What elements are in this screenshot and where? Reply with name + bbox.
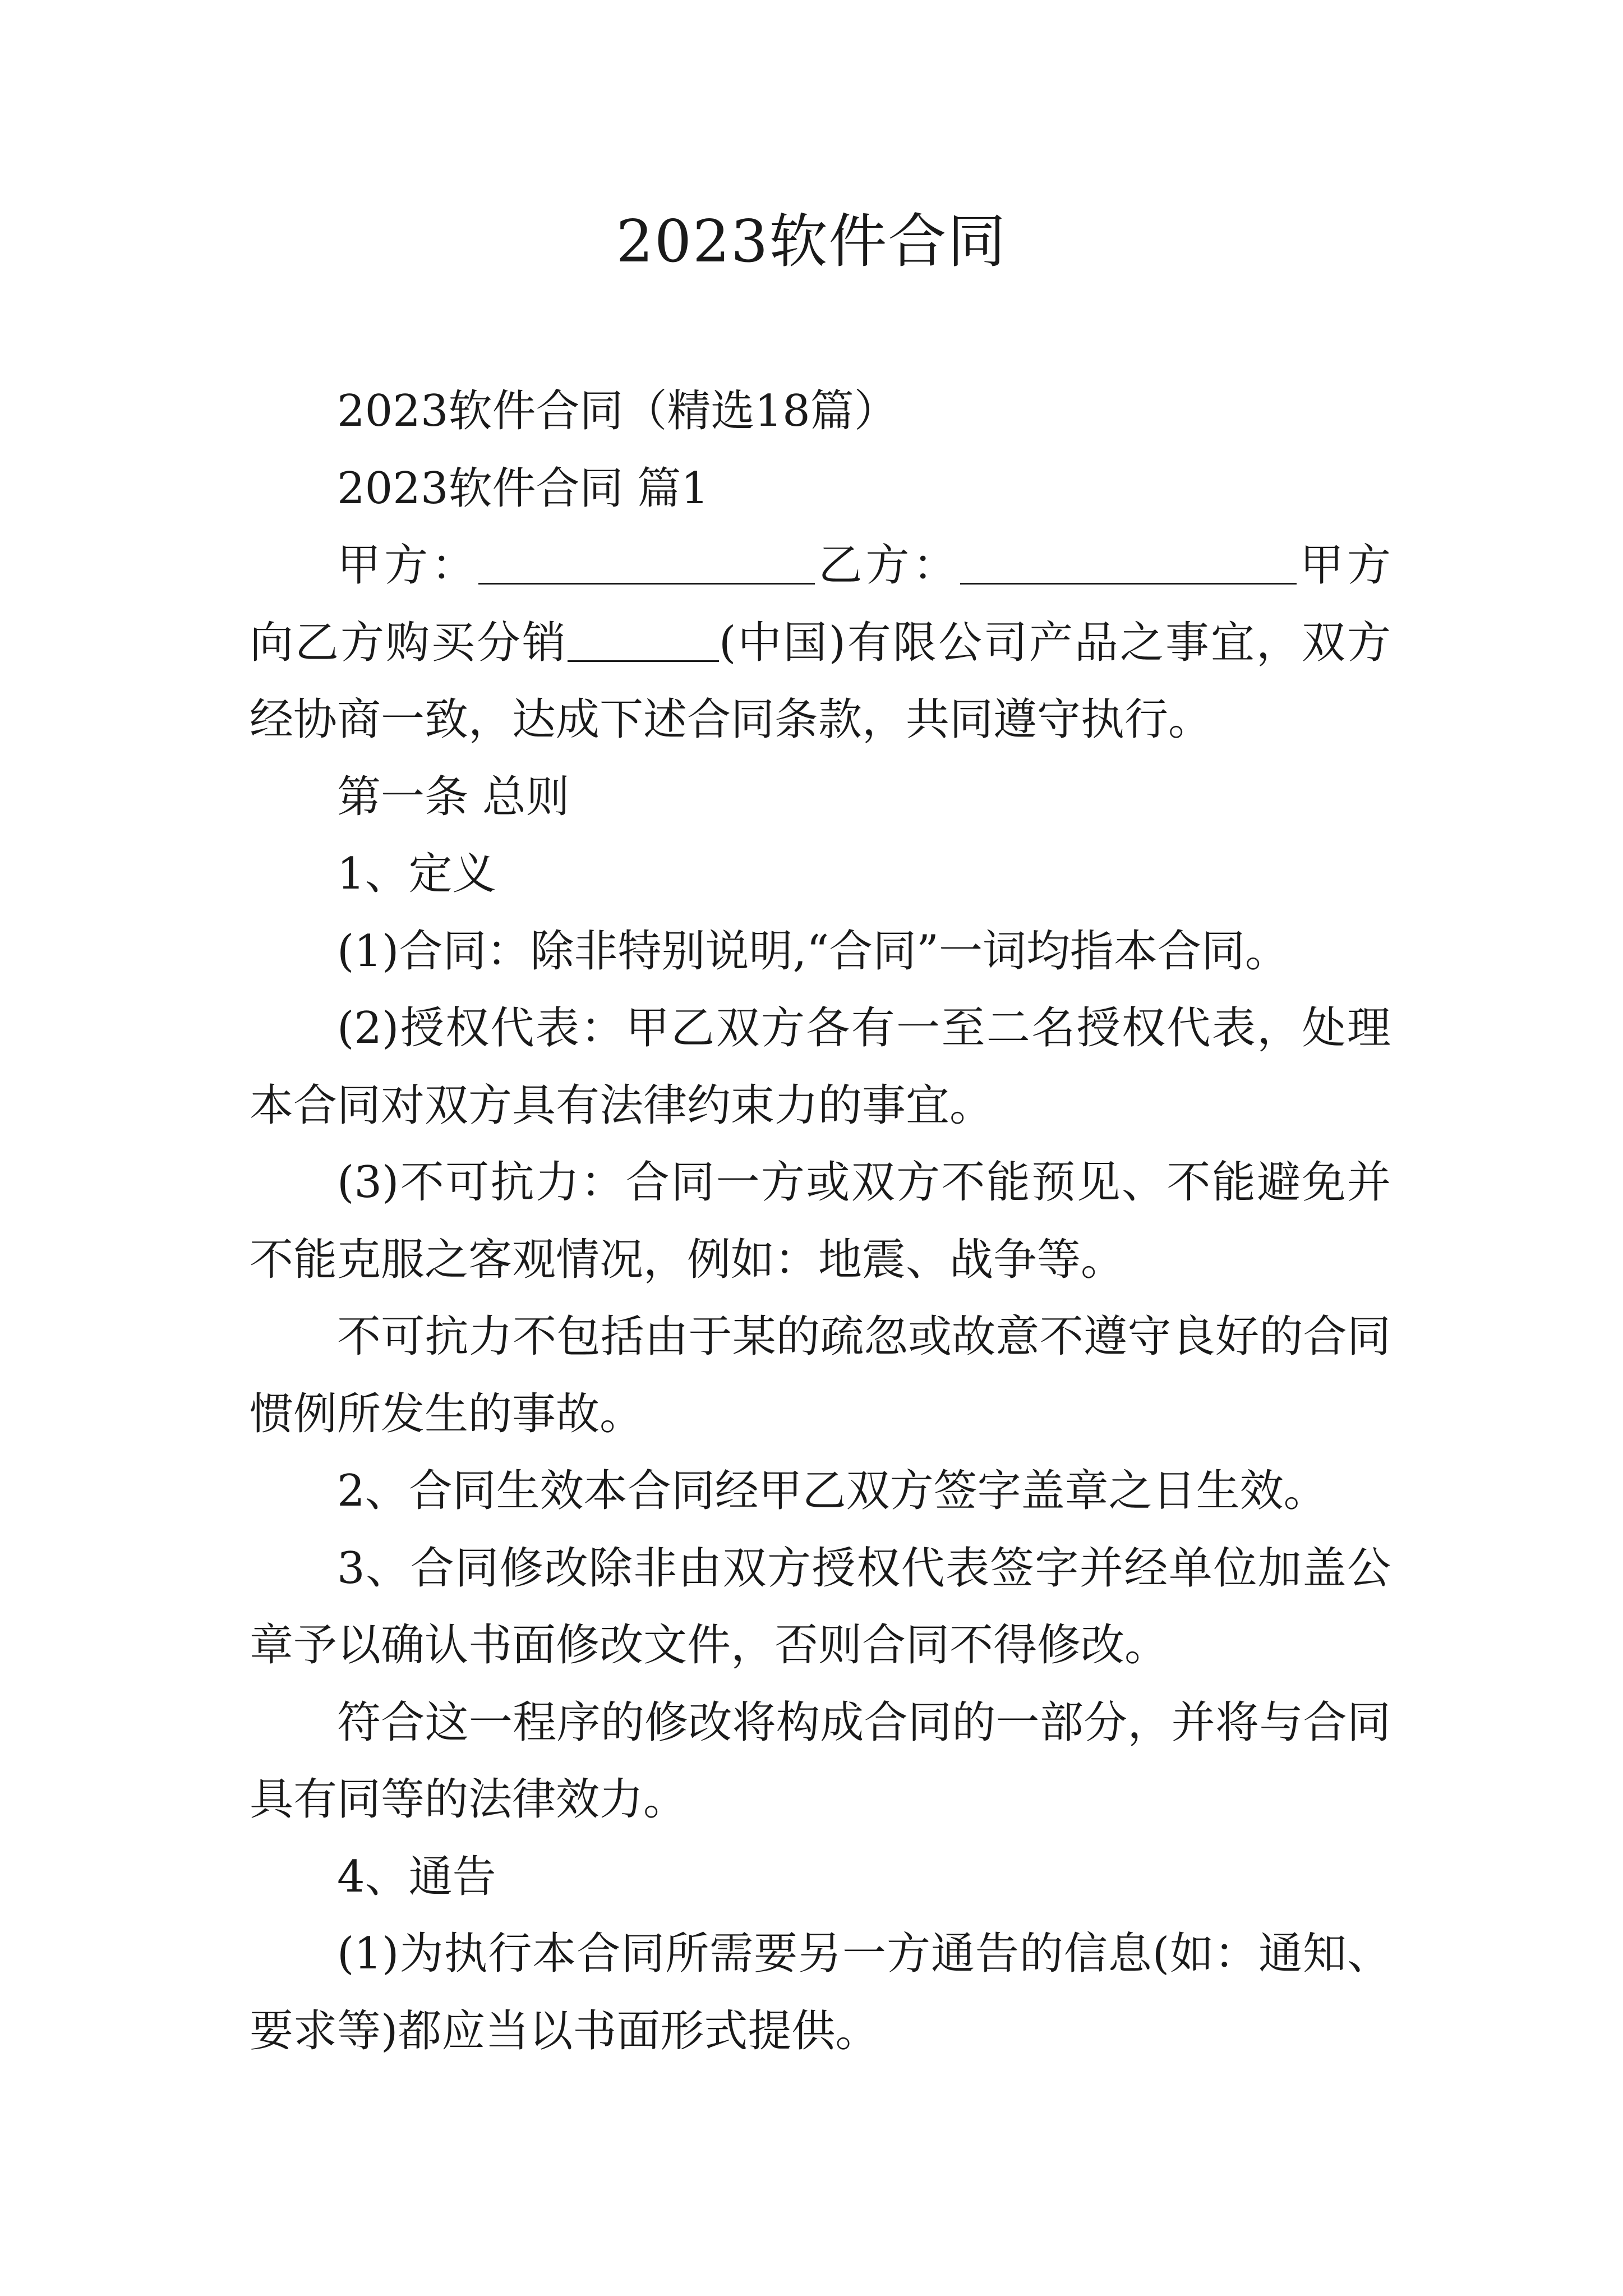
parties-text-2: (中国)有限公司产品之事宜，双方经协商一致，达成下述合同条款，共同遵守执行。 [250, 617, 1391, 745]
parties-text-1: 甲方向乙方购买分销 [250, 540, 1391, 668]
party-b-label: 乙方： [815, 540, 960, 591]
party-b-blank [960, 532, 1297, 585]
document-body [250, 373, 1391, 2070]
paragraph-amendment-effect: 符合这一程序的修改将构成合同的一部分，并将与合同具有同等的法律效力。 [250, 1697, 1391, 1825]
paragraph-subtitle: 2023软件合同（精选18篇） [337, 386, 898, 436]
paragraph-effectiveness: 2、合同生效本合同经甲乙双方签字盖章之日生效。 [337, 1466, 1327, 1516]
paragraph-parties [250, 527, 1391, 759]
party-a-label: 甲方： [337, 540, 479, 591]
paragraph-amendment: 3、合同修改除非由双方授权代表签字并经单位加盖公章予以确认书面修改文件，否则合同不得修改。 [250, 1543, 1391, 1671]
paragraph-def-representative: (2)授权代表：甲乙双方各有一至二名授权代表，处理本合同对双方具有法律约束力的事宜。 [250, 1003, 1391, 1131]
company-blank [568, 610, 719, 662]
paragraph-section-heading: 2023软件合同 篇1 [337, 463, 709, 514]
paragraph-article-1: 第一条 总则 [337, 771, 570, 822]
document-title: 2023软件合同 [616, 207, 1007, 275]
party-a-blank [478, 532, 815, 585]
paragraph-force-majeure-exclusion: 不可抗力不包括由于某的疏忽或故意不遵守良好的合同惯例所发生的事故。 [250, 1312, 1391, 1439]
paragraph-def-contract: (1)合同：除非特别说明,“合同”一词均指本合同。 [337, 926, 1289, 977]
paragraph-notice-1: (1)为执行本合同所需要另一方通告的信息(如：通知、要求等)都应当以书面形式提供。 [250, 1929, 1391, 2056]
paragraph-def-force-majeure: (3)不可抗力：合同一方或双方不能预见、不能避免并不能克服之客观情况，例如：地震、战争等。 [250, 1157, 1391, 1285]
paragraph-definition: 1、定义 [337, 849, 496, 899]
paragraph-notice-heading: 4、通告 [337, 1851, 496, 1902]
